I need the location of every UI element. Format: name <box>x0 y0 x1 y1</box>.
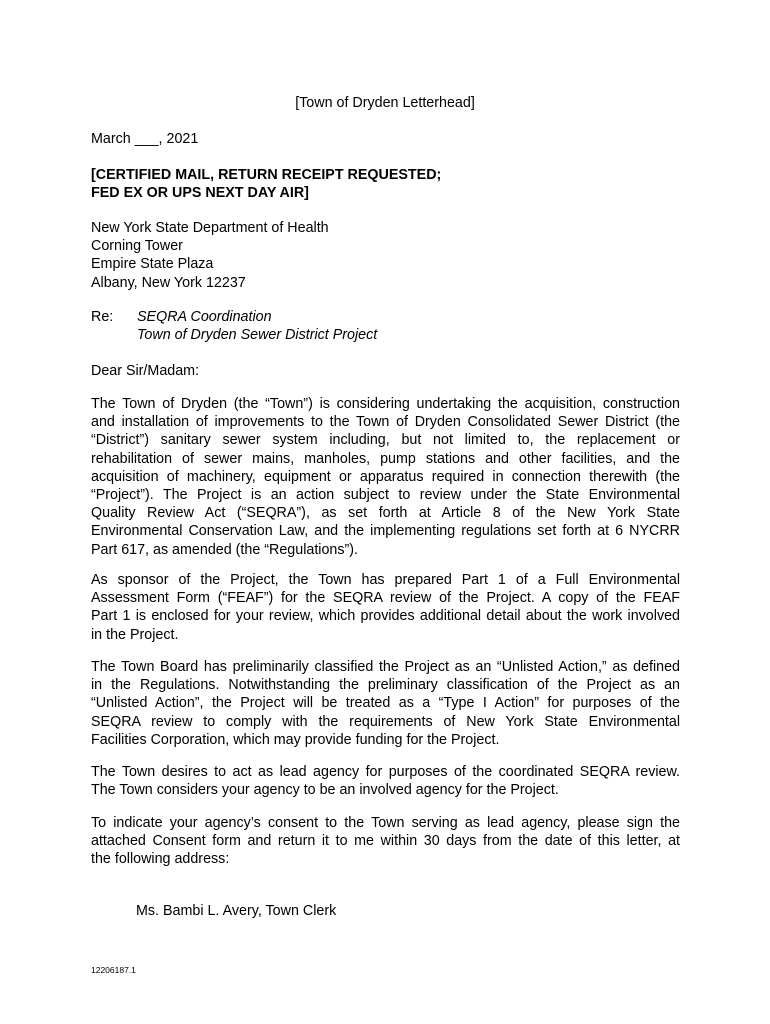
return-address-name: Ms. Bambi L. Avery, Town Clerk <box>136 903 337 919</box>
paragraph-project-description <box>91 395 680 559</box>
letter-date: March ___, 2021 <box>91 131 199 147</box>
paragraph-line: “Project”). The Project is an action subject to review under the State Environmental <box>91 487 680 504</box>
paragraph-line: Quality Review Act (“SEQRA”), as set forth at Article 8 of the New York State <box>91 505 680 522</box>
paragraph-line: The Town Board has preliminarily classified the Project as an “Unlisted Action,” as defined <box>91 659 680 675</box>
address-line: Corning Tower <box>91 238 183 255</box>
paragraph-line: “District”) sanitary sewer system including, but not limited to, the replacement or <box>91 432 680 449</box>
paragraph-line: attached Consent form and return it to me within 30 days from the date of this letter, at <box>91 833 680 850</box>
salutation: Dear Sir/Madam: <box>91 363 200 379</box>
paragraph-line: To indicate your agency’s consent to the Town serving as lead agency, please sign the <box>91 815 680 831</box>
delivery-line: FED EX OR UPS NEXT DAY AIR] <box>91 185 309 202</box>
address-line: Empire State Plaza <box>91 256 214 273</box>
subject-line <box>91 308 680 344</box>
recipient-address <box>91 219 680 292</box>
paragraph-line: The Town desires to act as lead agency for purposes of the coordinated SEQRA review. <box>91 764 680 780</box>
paragraph-line: in the Project. <box>91 626 179 643</box>
paragraph-line: “Unlisted Action”, the Project will be treated as a “Type I Action” for purposes of the <box>91 695 680 712</box>
paragraph-line: SEQRA review to comply with the requirements of New York State Environmental <box>91 713 680 730</box>
paragraph-lead-agency <box>91 763 680 799</box>
address-line: New York State Department of Health <box>91 220 329 236</box>
paragraph-line: As sponsor of the Project, the Town has prepared Part 1 of a Full Environmental <box>91 572 680 588</box>
paragraph-line: Assessment Form (“FEAF”) for the SEQRA review of the Project. A copy of the FEAF <box>91 590 680 607</box>
paragraph-line: the following address: <box>91 851 230 868</box>
paragraph-line: rehabilitation of sewer mains, manholes, pump stations and other facilities, and the <box>91 450 680 467</box>
address-line: Albany, New York 12237 <box>91 274 246 291</box>
paragraph-line: Facilities Corporation, which may provide funding for the Project. <box>91 731 500 748</box>
paragraph-feaf <box>91 571 680 644</box>
re-subject <box>137 308 377 344</box>
document-number: 12206187.1 <box>91 965 136 975</box>
paragraph-line: Part 617, as amended (the “Regulations”). <box>91 541 359 558</box>
paragraph-line: The Town considers your agency to be an involved agency for the Project. <box>91 782 559 799</box>
letterhead-placeholder: [Town of Dryden Letterhead] <box>295 95 475 111</box>
delivery-line: [CERTIFIED MAIL, RETURN RECEIPT REQUESTED; <box>91 167 442 183</box>
paragraph-line: Environmental Conservation Law, and the implementing regulations set forth at 6 NYCRR <box>91 523 680 540</box>
paragraph-classification <box>91 658 680 749</box>
re-subject-line: Town of Dryden Sewer District Project <box>137 327 378 344</box>
paragraph-line: acquisition of machinery, equipment or apparatus required in connection therewith (the <box>91 468 680 485</box>
re-subject-line: SEQRA Coordination <box>137 309 272 325</box>
delivery-method <box>91 166 680 202</box>
paragraph-line: Part 1 is enclosed for your review, which provides additional detail about the work involved <box>91 608 680 625</box>
paragraph-line: in the Regulations. Notwithstanding the preliminary classification of the Project as an <box>91 677 680 694</box>
re-label: Re: <box>91 309 114 325</box>
paragraph-consent-request <box>91 814 680 869</box>
paragraph-line: and installation of improvements to the Town of Dryden Consolidated Sewer District (the <box>91 414 680 431</box>
paragraph-line: The Town of Dryden (the “Town”) is considering undertaking the acquisition, construction <box>91 396 680 412</box>
